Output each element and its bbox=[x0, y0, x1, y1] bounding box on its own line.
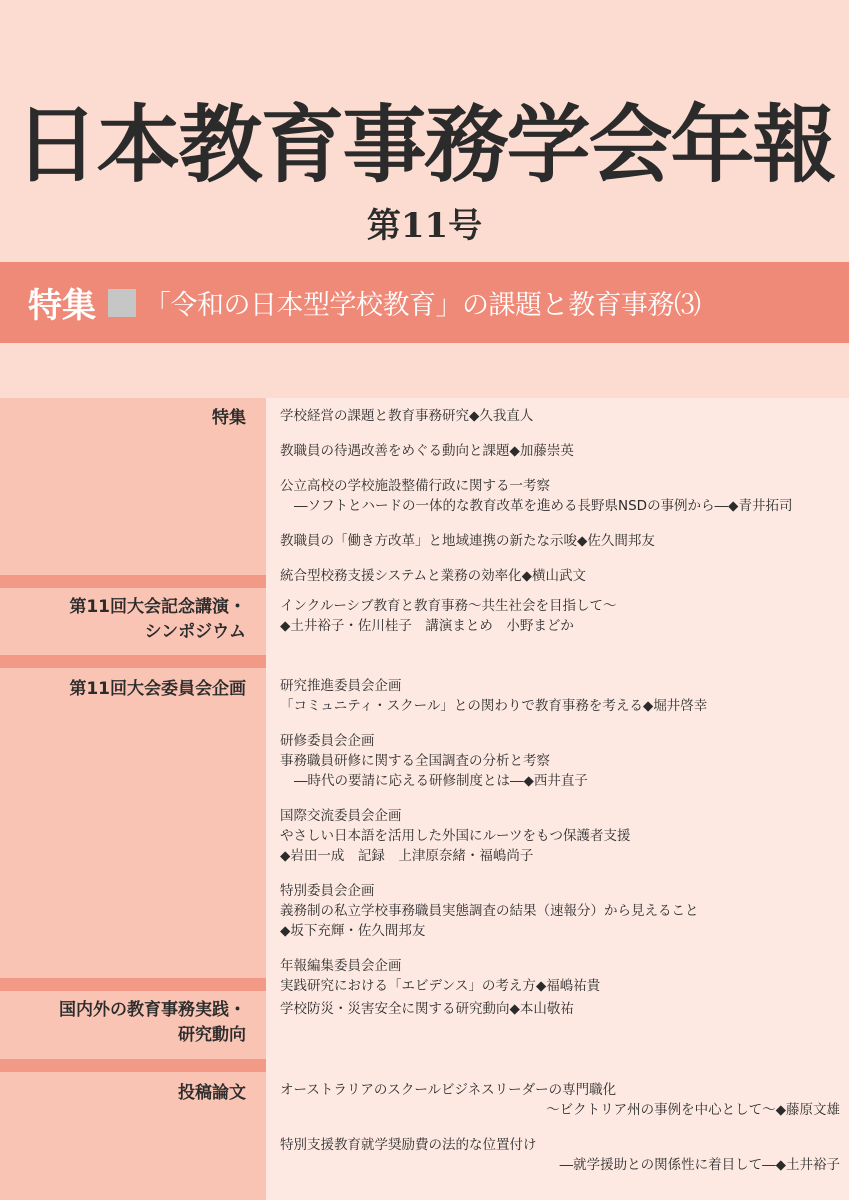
toc-entry bbox=[280, 956, 840, 996]
section-divider bbox=[0, 1059, 849, 1072]
feature-banner bbox=[0, 262, 849, 343]
toc-entry-line: 特別委員会企画 bbox=[280, 883, 375, 899]
issue-number: 第11号 bbox=[366, 206, 483, 246]
section-divider-gap bbox=[266, 655, 849, 668]
section-label bbox=[0, 998, 246, 1048]
toc-entry-line: ◆岩田一成 記録 上津原奈緒・福嶋尚子 bbox=[280, 848, 534, 864]
section-divider-gap bbox=[266, 1059, 849, 1072]
toc-entry-line: 特別支援教育就学奨励費の法的な位置付け bbox=[280, 1137, 537, 1153]
section-label-line: 投稿論文 bbox=[178, 1083, 246, 1103]
toc-entry-line: やさしい日本語を活用した外国にルーツをもつ保護者支援 bbox=[280, 828, 631, 844]
toc-entry-line: 学校経営の課題と教育事務研究◆久我直人 bbox=[280, 408, 534, 424]
toc-entry-line: 実践研究における「エビデンス」の考え方◆福嶋祐貴 bbox=[280, 978, 601, 994]
toc-entry-line: 教職員の「働き方改革」と地域連携の新たな示唆◆佐久間邦友 bbox=[280, 533, 655, 549]
toc-entry bbox=[280, 731, 840, 791]
toc-entry-line: 義務制の私立学校事務職員実態調査の結果（速報分）から見えること bbox=[280, 903, 699, 919]
toc-entry-line: 事務職員研修に関する全国調査の分析と考察 bbox=[280, 753, 550, 769]
toc-entry bbox=[280, 406, 840, 426]
toc-entry-line: ～ビクトリア州の事例を中心として～◆藤原文雄 bbox=[546, 1102, 840, 1118]
section-entries bbox=[280, 999, 840, 1034]
section-label-line: シンポジウム bbox=[144, 622, 246, 642]
section-label bbox=[0, 595, 246, 645]
section-label bbox=[0, 406, 246, 431]
toc-entry-line: 研修委員会企画 bbox=[280, 733, 375, 749]
toc-entry-line: 「コミュニティ・スクール」との関わりで教育事務を考える◆堀井啓幸 bbox=[280, 698, 708, 714]
toc-entry bbox=[280, 531, 840, 551]
toc-entry bbox=[280, 999, 840, 1019]
journal-title: 日本教育事務学会年報 bbox=[14, 95, 835, 194]
banner-lead: 特集 bbox=[28, 286, 96, 326]
toc-entry-line: ◆坂下充輝・佐久間邦友 bbox=[280, 923, 426, 939]
toc-entry-line: 学校防災・災害安全に関する研究動向◆本山敬祐 bbox=[280, 1001, 574, 1017]
section-label-line: 第11回大会記念講演・ bbox=[69, 597, 246, 617]
section-entries bbox=[280, 406, 840, 601]
banner-subject: 「令和の日本型学校教育」の課題と教育事務⑶ bbox=[144, 290, 701, 321]
square-icon bbox=[108, 289, 136, 317]
toc-entry bbox=[280, 596, 840, 636]
toc-entry bbox=[280, 441, 840, 461]
toc-entry bbox=[280, 566, 840, 586]
section-entries bbox=[280, 676, 840, 1011]
section-label-line: 第11回大会委員会企画 bbox=[69, 679, 246, 699]
section-label-line: 研究動向 bbox=[178, 1025, 246, 1045]
toc-entry bbox=[280, 476, 840, 516]
toc-entry-line: 公立高校の学校施設整備行政に関する一考察 bbox=[280, 478, 550, 494]
toc-entry-line: ―ソフトとハードの一体的な教育改革を進める長野県NSDの事例から―◆青井拓司 bbox=[294, 498, 793, 514]
toc-entry-line: 教職員の待遇改善をめぐる動向と課題◆加藤崇英 bbox=[280, 443, 574, 459]
toc-label-column bbox=[0, 398, 266, 1200]
toc-entry bbox=[280, 881, 840, 941]
toc-entry-line: オーストラリアのスクールビジネスリーダーの専門職化 bbox=[280, 1082, 617, 1098]
toc-entry bbox=[280, 676, 840, 716]
section-entries bbox=[280, 596, 840, 651]
toc-entry-line: 研究推進委員会企画 bbox=[280, 678, 402, 694]
section-label-line: 国内外の教育事務実践・ bbox=[59, 1000, 246, 1020]
toc-entry-line: ―就学援助との関係性に着目して―◆土井裕子 bbox=[559, 1157, 840, 1173]
toc-entry-line: ◆土井裕子・佐川桂子 講演まとめ 小野まどか bbox=[280, 618, 574, 634]
section-divider bbox=[0, 655, 849, 668]
section-entries bbox=[280, 1080, 840, 1190]
table-of-contents bbox=[0, 398, 849, 1200]
toc-entry-line: 統合型校務支援システムと業務の効率化◆横山武文 bbox=[280, 568, 587, 584]
section-label-line: 特集 bbox=[212, 408, 246, 428]
toc-entry bbox=[280, 1135, 840, 1175]
section-label bbox=[0, 1081, 246, 1106]
section-label bbox=[0, 677, 246, 702]
toc-entry-line: 国際交流委員会企画 bbox=[280, 808, 402, 824]
toc-entry-line: インクルーシブ教育と教育事務～共生社会を目指して～ bbox=[280, 598, 617, 614]
toc-entry bbox=[280, 1080, 840, 1120]
toc-entry-line: ―時代の要請に応える研修制度とは―◆西井直子 bbox=[294, 773, 588, 789]
toc-entry bbox=[280, 806, 840, 866]
toc-entry-line: 年報編集委員会企画 bbox=[280, 958, 402, 974]
